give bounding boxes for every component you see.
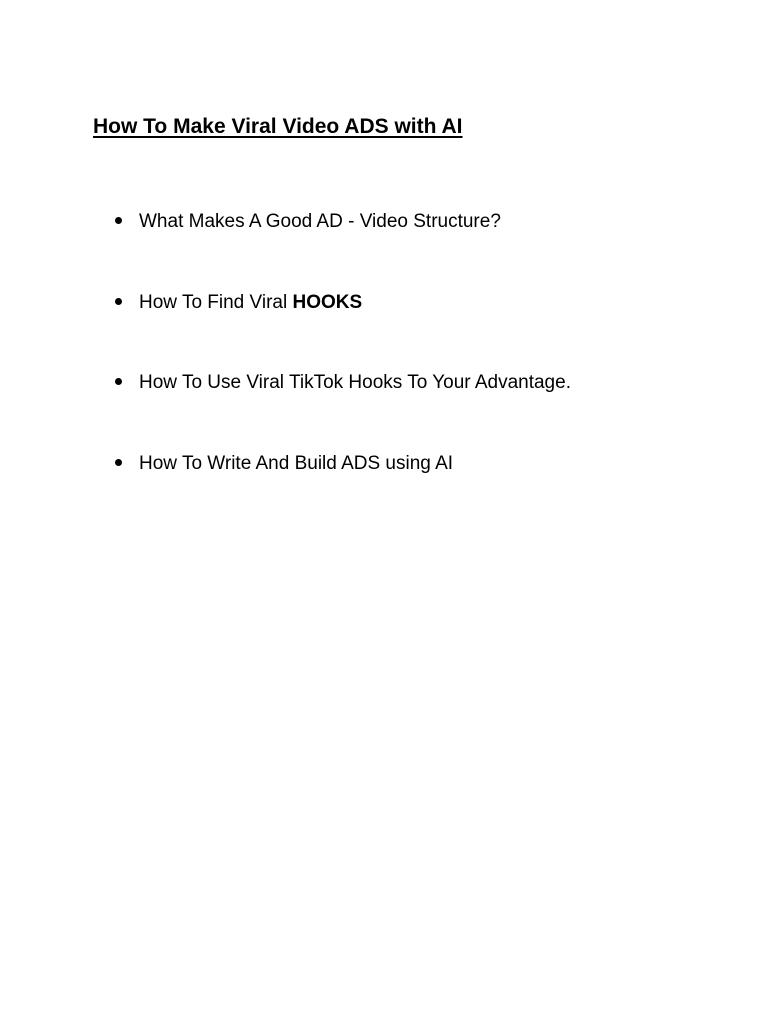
list-item [115, 290, 362, 316]
list-item [115, 209, 501, 235]
list-item-text: What Makes A Good AD - Video Structure? [139, 211, 501, 232]
list-item [115, 451, 453, 477]
list-item-text: How To Find Viral [139, 292, 293, 313]
list-item [115, 370, 571, 396]
bullet-icon [115, 378, 122, 385]
bullet-icon [115, 217, 122, 224]
list-item-emphasis: HOOKS [292, 292, 363, 313]
bullet-icon [115, 298, 122, 305]
document-title: How To Make Viral Video ADS with AI [93, 115, 463, 138]
list-item-text: How To Write And Build ADS using AI [139, 453, 454, 474]
list-item-text: How To Use Viral TikTok Hooks To Your Advantage. [139, 372, 571, 393]
bullet-icon [115, 459, 122, 466]
